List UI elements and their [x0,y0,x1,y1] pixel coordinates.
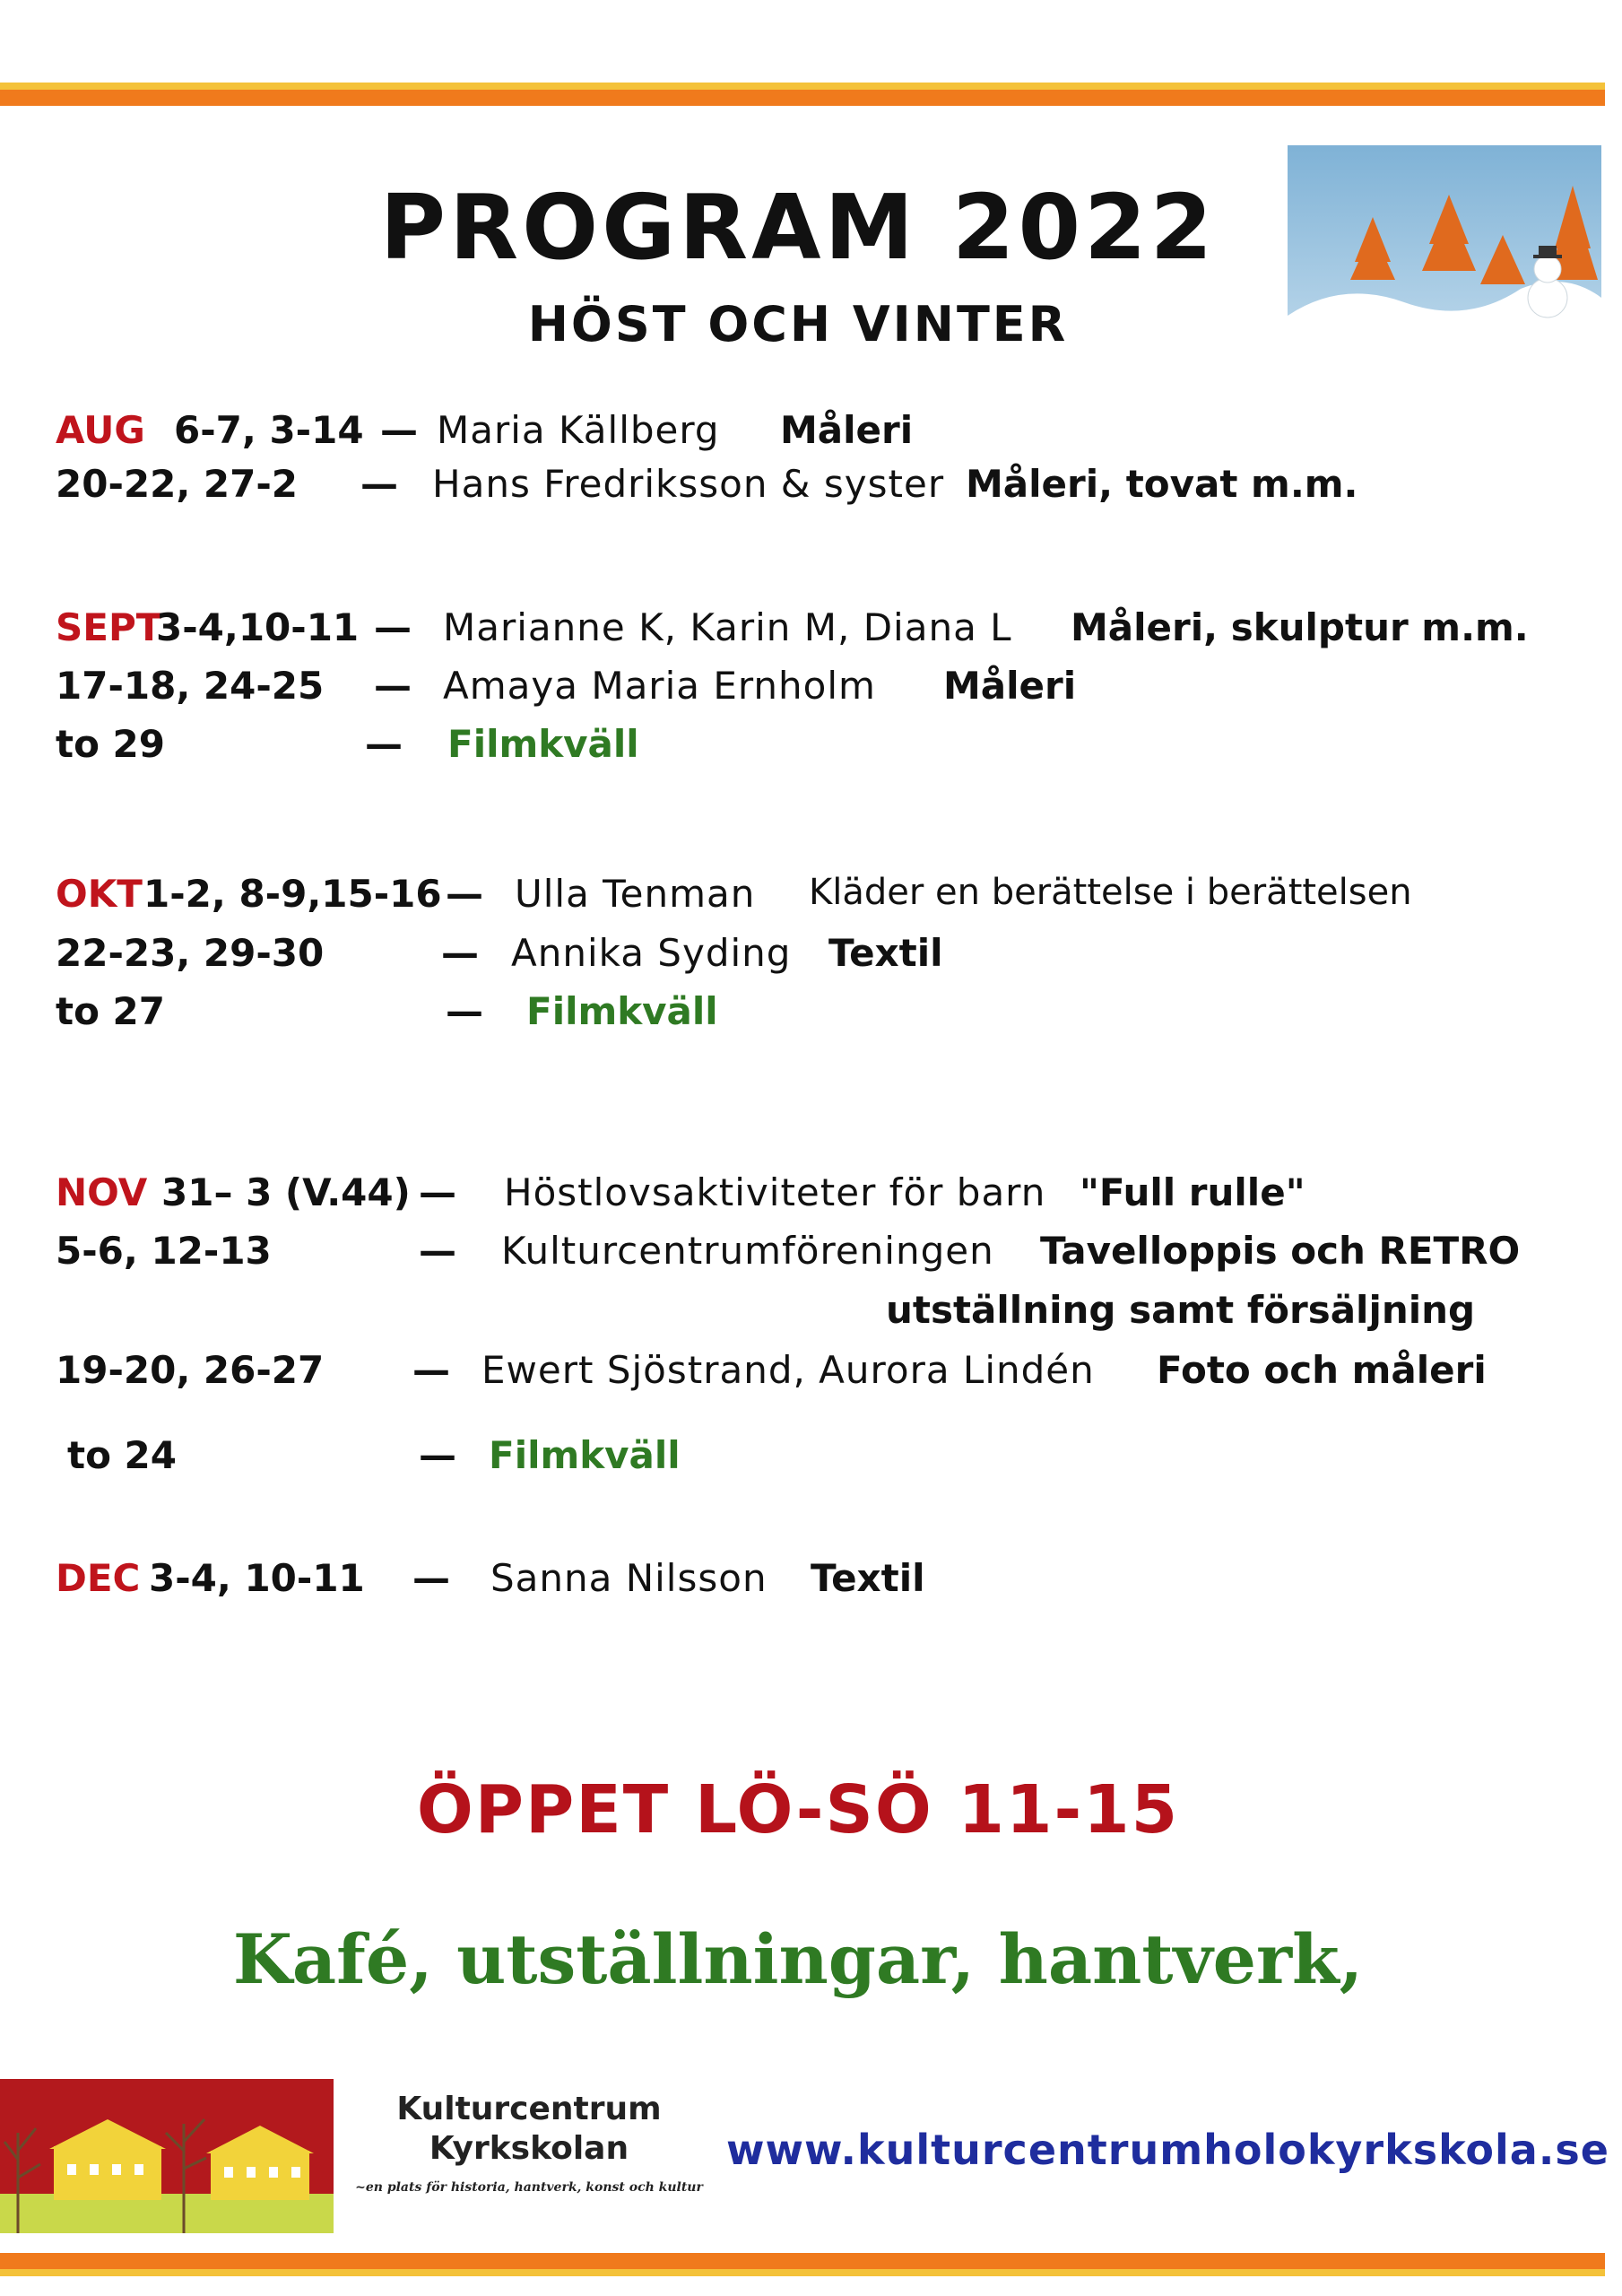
film-evening: Filmkväll [489,1433,681,1477]
exhibition-type: Textil [811,1556,925,1600]
exhibition-type: Foto och måleri [1157,1348,1487,1392]
organization-name [350,2090,708,2196]
website-link[interactable]: www.kulturcentrumholokyrkskola.se [726,2126,1609,2174]
exhibition-type-continued: utställning samt försäljning [886,1288,1476,1332]
artist-name: Ewert Sjöstrand, Aurora Lindén [481,1348,1095,1392]
dash: — [380,408,418,452]
dash: — [446,872,483,916]
offer-text: Kafé, utställningar, hantverk, [232,1919,1364,1999]
artist-name: Höstlovsaktiviteter för barn [504,1170,1046,1214]
exhibition-type: Kläder en berättelse i berättelsen [809,872,1412,913]
dates: to 27 [56,989,166,1033]
month-label: NOV [56,1170,148,1214]
artist-name: Marianne K, Karin M, Diana L [443,605,1012,649]
dash: — [374,664,412,708]
dates: 5-6, 12-13 [56,1229,272,1273]
dash: — [419,1229,456,1273]
dates: 17-18, 24-25 [56,664,325,708]
bottom-stripe [0,2253,1605,2276]
exhibition-type: Textil [828,931,943,975]
dates: 20-22, 27-2 [56,462,299,506]
artist-name: Sanna Nilsson [490,1556,768,1600]
dates: 3-4, 10-11 [149,1556,365,1600]
dates: to 29 [56,722,166,766]
exhibition-type: Måleri [780,408,914,452]
dates: 22-23, 29-30 [56,931,325,975]
artist-name: Ulla Tenman [515,872,756,916]
dash: — [446,989,483,1033]
artist-name: Kulturcentrumföreningen [501,1229,994,1273]
dates: 31– 3 (V.44) [161,1170,411,1214]
exhibition-type: Tavelloppis och RETRO [1040,1229,1521,1273]
exhibition-type: "Full rulle" [1080,1170,1305,1214]
opening-hours: ÖPPET LÖ-SÖ 11-15 [416,1771,1180,1848]
dates: 19-20, 26-27 [56,1348,325,1392]
artist-name: Maria Källberg [437,408,720,452]
artist-name: Annika Syding [511,931,792,975]
month-label: OKT [56,872,143,916]
month-label: SEPT [56,605,162,649]
dash: — [412,1348,450,1392]
dates: to 24 [67,1433,178,1477]
artist-name: Amaya Maria Ernholm [443,664,876,708]
exhibition-type: Måleri, tovat m.m. [966,462,1358,506]
page-title: PROGRAM 2022 [379,175,1217,280]
exhibition-type: Måleri [943,664,1077,708]
dates: 3-4,10-11 [156,605,360,649]
org-line-2: Kyrkskolan [429,2130,629,2167]
film-evening: Filmkväll [526,989,718,1033]
dates: 1-2, 8-9,15-16 [143,872,442,916]
page-subtitle: HÖST OCH VINTER [527,296,1069,352]
dash: — [374,605,412,649]
exhibition-type: Måleri, skulptur m.m. [1071,605,1529,649]
dates: 6-7, 3-14 [174,408,364,452]
month-label: AUG [56,408,145,452]
org-tagline: ~en plats för historia, hantverk, konst och kultur [355,2180,703,2195]
film-evening: Filmkväll [447,722,639,766]
dash: — [360,462,398,506]
dash: — [365,722,403,766]
dash: — [419,1170,456,1214]
school-building-logo-image [0,2079,334,2233]
dash: — [412,1556,450,1600]
month-label: DEC [56,1556,141,1600]
top-stripe [0,83,1605,106]
dash: — [419,1433,456,1477]
org-line-1: Kulturcentrum [396,2091,662,2127]
artist-name: Hans Fredriksson & syster [432,462,945,506]
dash: — [441,931,479,975]
